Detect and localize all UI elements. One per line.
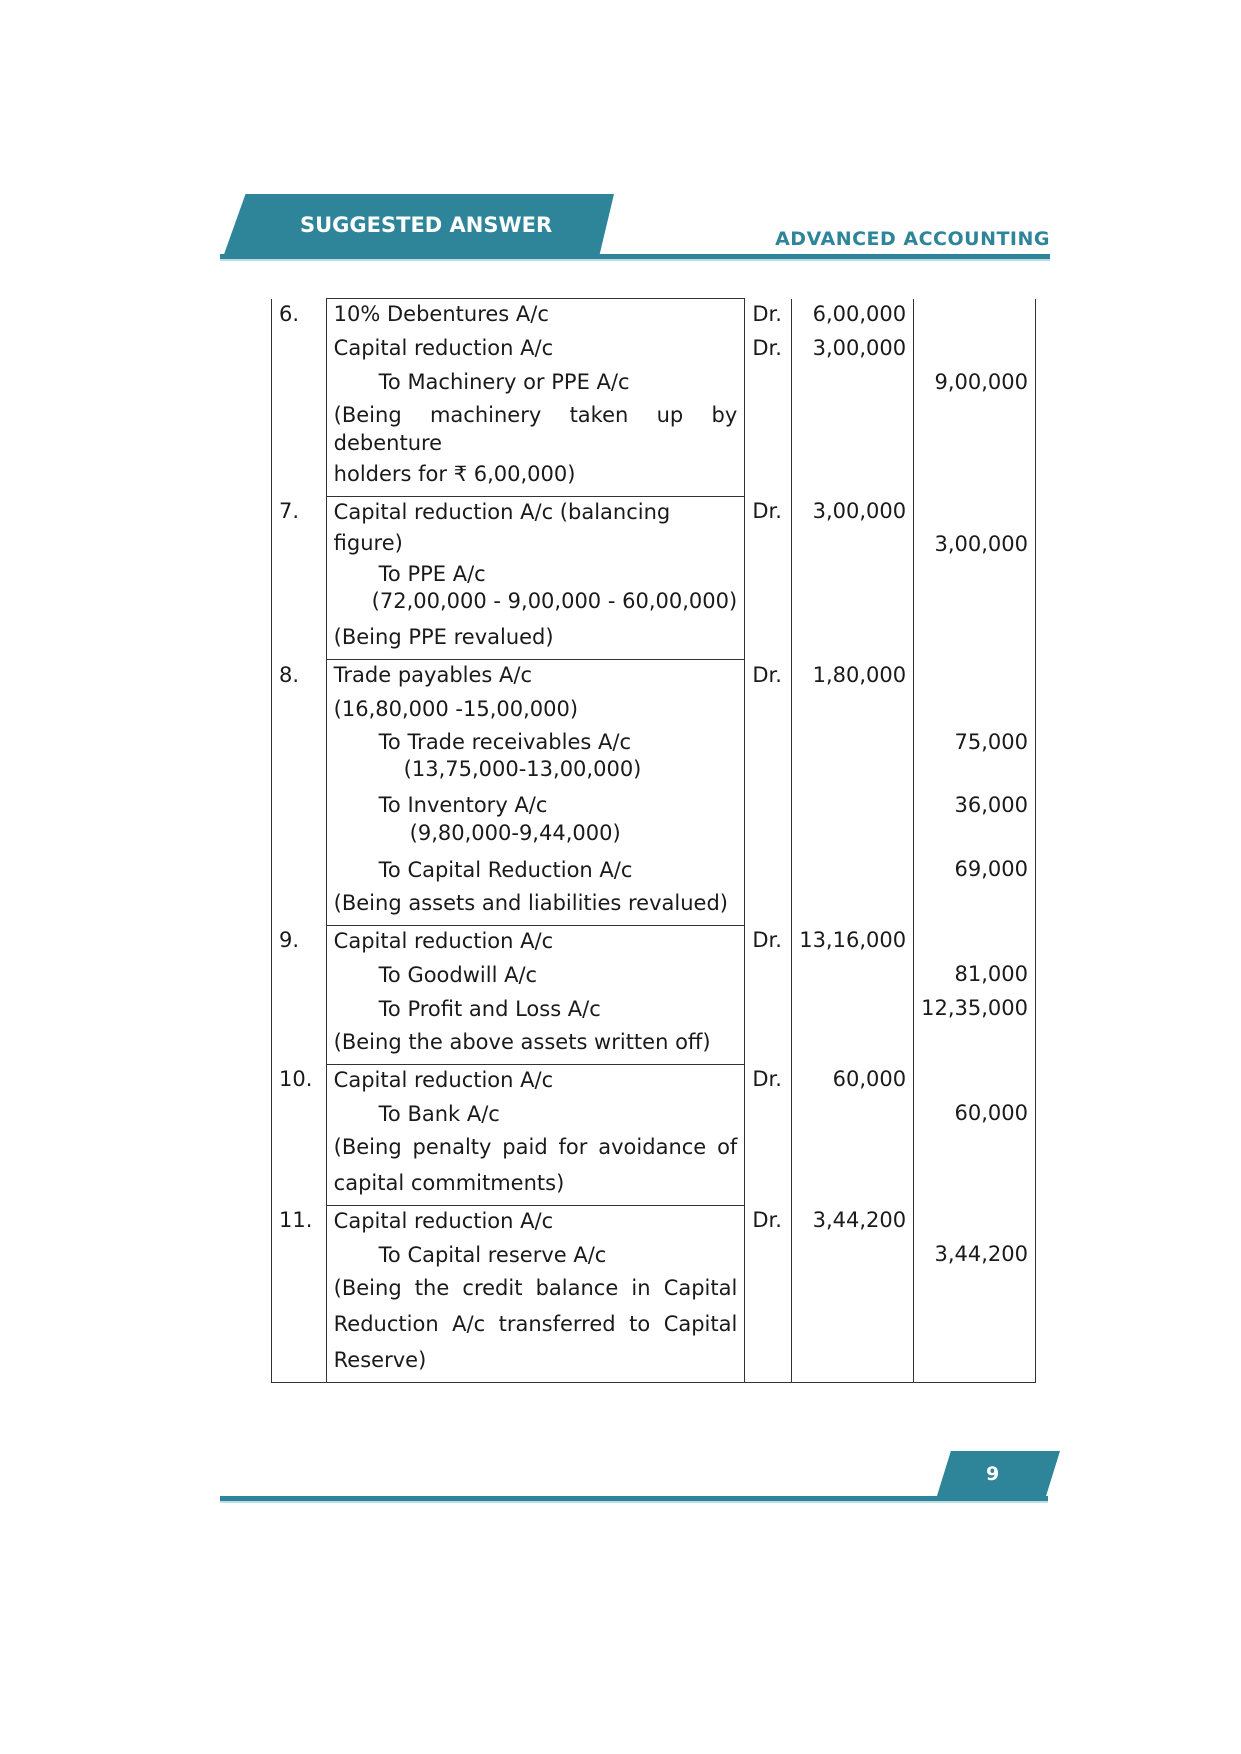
journal-table	[271, 298, 1036, 1383]
particulars-line: Capital reduction A/c (balancing figure)	[333, 499, 671, 556]
credit-amount	[921, 560, 1028, 594]
narration-line: (Being penalty paid for avoidance of	[333, 1134, 738, 1159]
narration-line: Reduction A/c transferred to Capital	[333, 1311, 738, 1336]
credit-amount	[921, 333, 1028, 367]
entry-number-text: 10.	[279, 1067, 313, 1092]
particulars-line: (16,80,000 -15,00,000)	[333, 697, 579, 722]
particulars-line: To Profit and Loss A/c	[378, 996, 601, 1021]
dr-marker	[752, 1345, 784, 1381]
credit-amount	[921, 1273, 1028, 1309]
header-rule	[220, 254, 1050, 261]
debit-amount: 6,00,000	[812, 301, 907, 326]
particulars-line: Trade payables A/c	[333, 663, 533, 688]
entry-debit	[792, 1064, 914, 1205]
entry-dr-marker	[745, 299, 792, 497]
debit-amount: 3,44,200	[812, 1208, 907, 1233]
entry-particulars	[326, 1064, 745, 1205]
entry-number	[272, 1205, 327, 1382]
dr-marker: Dr.	[752, 301, 782, 326]
entry-particulars	[326, 925, 745, 1064]
journal-entry	[272, 299, 1036, 497]
dr-marker: Dr.	[752, 928, 782, 953]
dr-marker	[752, 558, 784, 592]
dr-marker	[752, 401, 784, 437]
debit-amount	[799, 818, 906, 852]
entry-number-text: 8.	[279, 662, 300, 687]
debit-amount	[799, 530, 906, 558]
dr-marker	[752, 1027, 784, 1063]
particulars-line: To Trade receivables A/c	[378, 730, 631, 755]
narration-line: capital commitments)	[333, 1170, 565, 1195]
debit-amount: 3,00,000	[812, 499, 907, 524]
debit-amount	[799, 959, 906, 993]
dr-marker	[752, 886, 784, 922]
entry-dr-marker	[745, 925, 792, 1064]
debit-amount	[799, 1273, 906, 1309]
debit-amount	[799, 1309, 906, 1345]
dr-marker: Dr.	[752, 1067, 782, 1092]
dr-marker	[752, 1098, 784, 1132]
debit-amount: 1,80,000	[812, 662, 907, 687]
narration-line: (Being the credit balance in Capital	[333, 1275, 738, 1300]
dr-marker	[752, 818, 784, 852]
dr-marker	[752, 852, 784, 886]
debit-amount	[799, 1027, 906, 1063]
dr-marker	[752, 592, 784, 628]
narration-line: (Being PPE revalued)	[333, 625, 554, 650]
debit-amount	[799, 1132, 906, 1168]
debit-amount: 13,16,000	[799, 928, 907, 953]
credit-amount	[921, 925, 1028, 959]
credit-amount	[921, 1064, 1028, 1098]
debit-amount	[799, 367, 906, 401]
dr-marker	[752, 694, 784, 728]
credit-amount	[921, 1132, 1028, 1168]
dr-marker	[752, 1309, 784, 1345]
credit-amount	[921, 888, 1028, 924]
particulars-line: To PPE A/c	[378, 561, 486, 586]
narration-line: (Being the above assets written off)	[333, 1029, 711, 1054]
debit-amount	[799, 790, 906, 818]
header-left-label: SUGGESTED ANSWER	[300, 213, 553, 237]
dr-marker: Dr.	[752, 662, 782, 687]
entry-credit	[914, 496, 1036, 659]
credit-amount	[921, 1345, 1028, 1381]
entry-credit	[914, 1064, 1036, 1205]
entry-credit	[914, 925, 1036, 1064]
debit-amount	[799, 401, 906, 437]
dr-marker	[752, 756, 784, 790]
entry-number	[272, 496, 327, 659]
credit-amount	[921, 1205, 1028, 1239]
particulars-line: To Inventory A/c	[378, 793, 548, 818]
dr-marker	[752, 1168, 784, 1204]
entry-number	[272, 925, 327, 1064]
entry-particulars	[326, 299, 745, 497]
entry-dr-marker	[745, 660, 792, 926]
journal-entry	[272, 1205, 1036, 1382]
journal-entry	[272, 660, 1036, 926]
entry-dr-marker	[745, 1205, 792, 1382]
dr-marker: Dr.	[752, 335, 782, 360]
entry-credit	[914, 1205, 1036, 1382]
entry-debit	[792, 299, 914, 497]
dr-marker: Dr.	[752, 1208, 782, 1233]
particulars-line: 10% Debentures A/c	[333, 302, 549, 326]
credit-amount	[921, 401, 1028, 437]
credit-amount: 75,000	[954, 729, 1028, 754]
debit-amount	[799, 1239, 906, 1273]
dr-marker	[752, 993, 784, 1027]
debit-amount	[799, 1168, 906, 1204]
debit-amount: 60,000	[832, 1067, 907, 1092]
debit-amount	[799, 756, 906, 790]
dr-marker: Dr.	[752, 499, 782, 524]
credit-amount	[921, 1027, 1028, 1063]
debit-amount	[799, 437, 906, 473]
debit-amount	[799, 694, 906, 728]
journal-entry	[272, 925, 1036, 1064]
entry-dr-marker	[745, 1064, 792, 1205]
footer-rule	[220, 1496, 1048, 1503]
credit-amount	[921, 1309, 1028, 1345]
dr-marker	[752, 367, 784, 401]
dr-marker	[752, 1132, 784, 1168]
dr-marker	[752, 790, 784, 818]
dr-marker	[752, 1273, 784, 1309]
narration-line: (Being assets and liabilities revalued)	[333, 890, 728, 915]
entry-particulars	[326, 660, 745, 926]
credit-amount	[921, 660, 1028, 694]
entry-debit	[792, 660, 914, 926]
dr-marker	[752, 959, 784, 993]
credit-amount	[921, 594, 1028, 630]
credit-amount: 81,000	[954, 962, 1028, 987]
particulars-line: To Machinery or PPE A/c	[378, 370, 630, 394]
journal-entry	[272, 496, 1036, 659]
credit-amount	[921, 299, 1028, 333]
credit-amount	[921, 820, 1028, 854]
particulars-line: To Bank A/c	[378, 1101, 500, 1126]
dr-marker	[752, 437, 784, 473]
journal-entry	[272, 1064, 1036, 1205]
header-right-label: ADVANCED ACCOUNTING	[775, 228, 1050, 250]
entry-number-text: 7.	[279, 499, 300, 524]
particulars-line: To Capital Reduction A/c	[378, 857, 633, 882]
particulars-line: (13,75,000-13,00,000)	[403, 757, 642, 782]
entry-dr-marker	[745, 496, 792, 659]
credit-amount	[921, 694, 1028, 728]
credit-amount: 3,44,200	[934, 1242, 1028, 1267]
entry-number	[272, 299, 327, 497]
particulars-line: Capital reduction A/c	[333, 1208, 554, 1233]
debit-amount	[799, 1098, 906, 1132]
dr-marker	[752, 530, 784, 558]
particulars-line: To Capital reserve A/c	[378, 1242, 607, 1267]
narration-line: Reserve)	[333, 1347, 427, 1372]
narration-line: (Being machinery taken up by debenture	[333, 403, 738, 456]
entry-number	[272, 660, 327, 926]
credit-amount	[921, 496, 1028, 530]
debit-amount	[799, 1345, 906, 1381]
debit-amount	[799, 558, 906, 592]
entry-particulars	[326, 1205, 745, 1382]
entry-number-text: 6.	[279, 301, 300, 326]
dr-marker	[752, 728, 784, 756]
dr-marker	[752, 1239, 784, 1273]
entry-number	[272, 1064, 327, 1205]
credit-amount: 36,000	[954, 792, 1028, 817]
credit-amount: 12,35,000	[921, 996, 1028, 1021]
entry-debit	[792, 496, 914, 659]
credit-amount: 3,00,000	[934, 532, 1028, 557]
entry-credit	[914, 660, 1036, 926]
narration-line: holders for ₹ 6,00,000)	[333, 461, 576, 486]
entry-debit	[792, 1205, 914, 1382]
entry-number-text: 9.	[279, 928, 300, 953]
credit-amount	[921, 757, 1028, 791]
particulars-line: (72,00,000 - 9,00,000 - 60,00,000)	[371, 589, 738, 614]
debit-amount	[799, 852, 906, 886]
credit-amount	[921, 1168, 1028, 1204]
particulars-line: To Goodwill A/c	[378, 962, 538, 987]
credit-amount: 69,000	[954, 857, 1028, 882]
credit-amount: 9,00,000	[934, 369, 1028, 394]
debit-amount	[799, 993, 906, 1027]
particulars-line: Capital reduction A/c	[333, 928, 554, 953]
debit-amount	[799, 728, 906, 756]
particulars-line: (9,80,000-9,44,000)	[409, 820, 621, 845]
debit-amount: 3,00,000	[812, 335, 907, 360]
entry-credit	[914, 299, 1036, 497]
entry-debit	[792, 925, 914, 1064]
credit-amount	[921, 437, 1028, 473]
debit-amount	[799, 592, 906, 628]
page-number: 9	[986, 1463, 1000, 1485]
particulars-line: Capital reduction A/c	[333, 336, 554, 360]
credit-amount: 60,000	[954, 1101, 1028, 1126]
entry-number-text: 11.	[279, 1208, 313, 1233]
entry-particulars	[326, 496, 745, 659]
debit-amount	[799, 886, 906, 922]
particulars-line: Capital reduction A/c	[333, 1067, 554, 1092]
